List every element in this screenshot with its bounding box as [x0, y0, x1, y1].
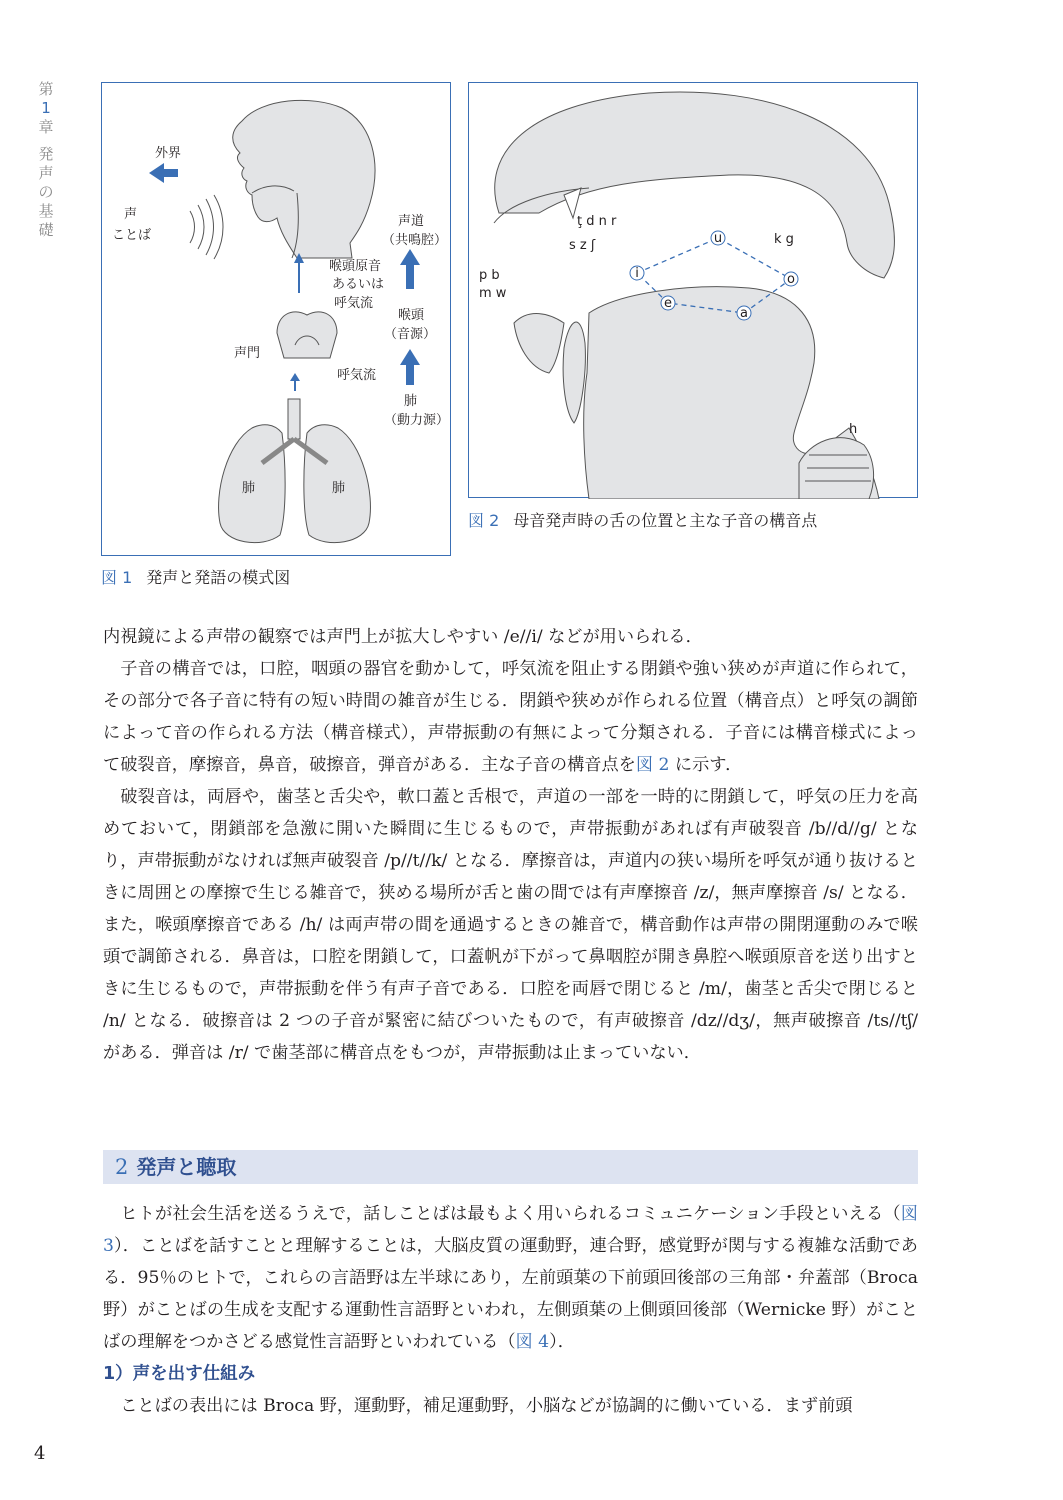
figure-3-reference[interactable]: 図 3	[103, 1204, 918, 1256]
chapter-title-char: 発	[38, 145, 54, 163]
label-expiratory-flow: 呼気流	[337, 368, 377, 383]
figure-2-labels	[469, 83, 919, 499]
label-voice: 声	[124, 207, 138, 222]
label-laryngeal-source-3: 呼気流	[334, 296, 374, 311]
vowel-e: e	[664, 296, 672, 311]
subheading: 1）声を出す仕組み	[103, 1364, 256, 1384]
consonant-bilabial-1: p b	[479, 268, 500, 283]
label-outside: 外界	[155, 146, 182, 161]
figure-1-title: 発声と発語の模式図	[146, 568, 291, 587]
body-text-bottom	[103, 1198, 918, 1422]
label-power-source: （動力源）	[384, 413, 450, 428]
section-title: 発声と聴取	[136, 1155, 237, 1179]
chapter-title-char: 基	[38, 202, 54, 220]
chapter-sidebar	[36, 80, 56, 240]
label-resonance: （共鳴腔）	[382, 233, 448, 248]
vowel-i: i	[635, 266, 639, 281]
chapter-title-char: の	[38, 183, 54, 201]
figure-4-reference[interactable]: 図 4	[515, 1332, 550, 1352]
label-lung-left: 肺	[242, 481, 256, 496]
paragraph: 子音の構音では，口腔，咽頭の器官を動かして，呼気流を阻止する閉鎖や強い狭めが声道に作られて，その部分で各子音に特有の短い時間の雑音が生じる．閉鎖や狭めが作られる位置（構音点）と呼気の調節によって音の作られる方法（構音様式），声帯振動の有無によって分類される．子音には構音様式によって破裂音，摩擦音，鼻音，破擦音，弾音がある．主な子音の構音点を図 2 に示す．	[103, 659, 918, 775]
figure-1-number: 図 1	[101, 568, 133, 587]
consonant-bilabial-2: m w	[479, 286, 507, 301]
consonant-velar: k g	[774, 232, 794, 247]
body-text-top	[103, 621, 918, 1069]
chapter-title-char: 声	[38, 164, 54, 182]
label-glottis: 声門	[234, 346, 261, 361]
vowel-u: u	[713, 231, 723, 246]
label-laryngeal-source-2: あるいは	[332, 277, 385, 292]
label-vocal-tract: 声道	[398, 214, 425, 229]
label-lung-right: 肺	[332, 481, 346, 496]
label-lung-power: 肺	[404, 394, 418, 409]
figure-2-title: 母音発声時の舌の位置と主な子音の構音点	[513, 511, 818, 530]
chapter-title-char: 礎	[38, 221, 54, 239]
figure-2-number: 図 2	[468, 511, 500, 530]
figure-2-caption	[468, 508, 817, 531]
figure-1-labels	[102, 83, 452, 557]
page-number: 4	[34, 1443, 46, 1464]
consonant-alveolar-1: ţ d n r	[577, 214, 617, 229]
label-sound-source: （音源）	[384, 327, 437, 342]
paragraph: ヒトが社会生活を送るうえで，話しことばは最もよく用いられるコミュニケーション手段といえる（図 3）．ことばを話すことと理解することは，大脳皮質の運動野，連合野，感覚野が関与する複雑な活動である．95％のヒトで，これらの言語野は左半球にあり，左前頭葉の下前頭回後部の三角部・弁蓋部（Broca 野）がことばの生成を支配する運動性言語野といわれ，左側頭葉の上側頭回後部（Wernicke 野）がことばの理解をつかさどる感覚性言語野といわれている（図 4）．	[103, 1204, 918, 1352]
section-heading	[103, 1150, 918, 1184]
label-larynx: 喉頭	[398, 308, 425, 323]
chapter-number: 1	[41, 99, 51, 117]
paragraph: 内視鏡による声帯の観察では声門上が拡大しやすい /e//i/ などが用いられる．	[103, 627, 703, 647]
paragraph: 破裂音は，両唇や，歯茎と舌尖や，軟口蓋と舌根で，声道の一部を一時的に閉鎖して，呼気の圧力を高めておいて，閉鎖部を急激に開いた瞬間に生じるもので，声帯振動があれば有声破裂音 /b//d//g/ となり，声帯振動がなければ無声破裂音 /p//t//k/ となる．摩擦音は，声道内の狭い場所を呼気が通り抜けるときに周囲との摩擦で生じる雑音で，狭める場所が舌と歯の間では有声摩擦音 /z/，無声摩擦音 /s/ となる．また，喉頭摩擦音である /h/ は両声帯の間を通過するときの雑音で，構音動作は声帯の開閉運動のみで喉頭で調節される．鼻音は，口腔を閉鎖して，口蓋帆が下がって鼻咽腔が開き鼻腔へ喉頭原音を送り出すときに生じるもので，声帯振動を伴う有声子音である．口腔を両唇で閉じると /m/，歯茎と舌尖で閉じると /n/ となる．破擦音は 2 つの子音が緊密に結びついたもので，有声破擦音 /dz//dʒ/，無声破擦音 /ts//tʃ/ がある．弾音は /r/ で歯茎部に構音点をもつが，声帯振動は止まっていない．	[103, 787, 918, 1063]
label-words: ことば	[112, 228, 152, 243]
figure-1	[101, 82, 451, 556]
vowel-a: a	[740, 306, 748, 321]
figure-1-caption	[101, 565, 290, 588]
section-number: 2	[115, 1155, 129, 1179]
vowel-o: o	[787, 272, 795, 287]
consonant-alveolar-2: s z ʃ	[569, 238, 596, 253]
consonant-glottal: h	[849, 422, 858, 437]
chapter-suffix: 章	[38, 118, 54, 136]
figure-2-reference[interactable]: 図 2	[635, 755, 670, 775]
figure-2	[468, 82, 918, 498]
chapter-prefix: 第	[38, 80, 54, 98]
label-laryngeal-source-1: 喉頭原音	[329, 259, 382, 274]
paragraph: ことばの表出には Broca 野，運動野，補足運動野，小脳などが協調的に働いている．まず前頭	[120, 1396, 853, 1416]
